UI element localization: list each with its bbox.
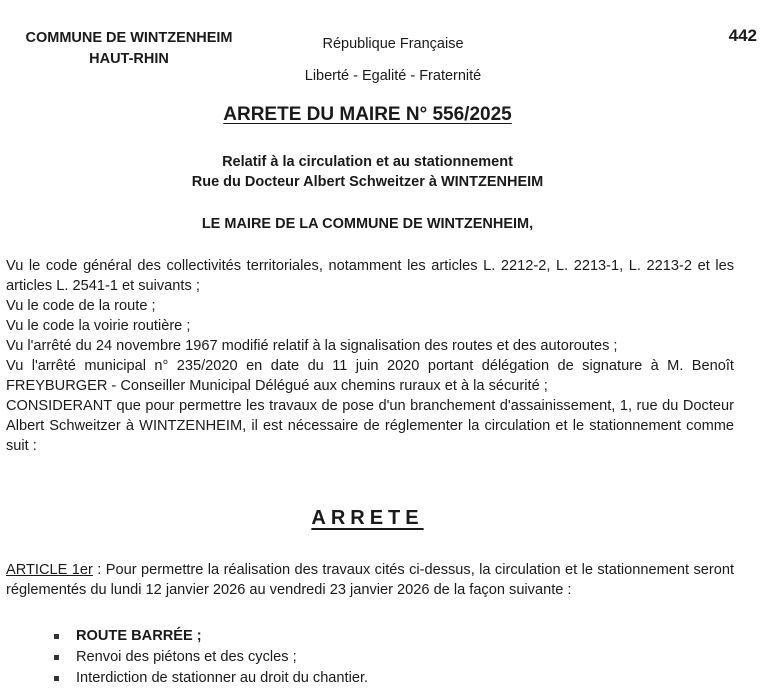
document-title: ARRETE DU MAIRE N° 556/2025 [223, 104, 512, 125]
arrete-heading: ARRETE [311, 507, 424, 529]
visa-paragraph: Vu l'arrêté du 24 novembre 1967 modifié relatif à la signalisation des routes et des autoroutes ; [6, 338, 618, 354]
visas-section [6, 256, 734, 456]
page-number: 442 [728, 26, 757, 45]
visa-paragraph: Vu le code la voirie routière ; [6, 318, 191, 334]
visa-paragraph: Vu l'arrêté municipal n° 235/2020 en date du 11 juin 2020 portant délégation de signature à M. Benoît FREYBURGER - Conseiller Municipal Délégué aux chemins ruraux et à la sécurité ; [6, 358, 734, 394]
bullet-icon [54, 655, 59, 660]
bullet-icon [54, 676, 59, 681]
visa-paragraph: Vu le code général des collectivités territoriales, notamment les articles L. 2212-2, L. 2213-1, L. 2213-2 et les articles L. 2541-1 et suivants ; [6, 258, 734, 294]
republic-name: République Française [322, 36, 464, 52]
commune-header [14, 28, 244, 70]
subtitle-line-1: Relatif à la circulation et au stationnement [222, 154, 513, 170]
list-item-text: Interdiction de stationner au droit du chantier. [76, 670, 369, 686]
mayor-line: LE MAIRE DE LA COMMUNE DE WINTZENHEIM, [201, 216, 534, 232]
article-1 [6, 560, 734, 600]
bullet-icon [54, 634, 59, 639]
republic-header [268, 28, 518, 92]
list-item [50, 668, 368, 689]
department-name: HAUT-RHIN [89, 51, 169, 67]
visa-paragraph: Vu le code de la route ; [6, 298, 156, 314]
republic-motto: Liberté - Egalité - Fraternité [304, 68, 482, 84]
list-item [50, 647, 368, 668]
article-1-text: : Pour permettre la réalisation des travaux cités ci-dessus, la circulation et le stationnement seront réglementés du lundi 12 janvier 2026 au vendredi 23 janvier 2026 de la façon suivante : [6, 562, 735, 598]
commune-name: COMMUNE DE WINTZENHEIM [25, 30, 233, 46]
list-item [50, 626, 368, 647]
list-item-text: Renvoi des piétons et des cycles ; [76, 649, 297, 665]
document-subtitle [0, 152, 735, 192]
subtitle-line-2: Rue du Docteur Albert Schweitzer à WINTZENHEIM [191, 174, 544, 190]
considerant-paragraph: CONSIDERANT que pour permettre les travaux de pose d'un branchement d'assainissement, 1, rue du Docteur Albert Schweitzer à WINTZENHEIM, il est nécessaire de réglementer la circulation et le stationnement comme suit : [6, 398, 734, 454]
measures-list [50, 626, 368, 689]
list-item-text: ROUTE BARRÉE ; [76, 628, 202, 644]
article-1-label: ARTICLE 1er [6, 562, 93, 578]
